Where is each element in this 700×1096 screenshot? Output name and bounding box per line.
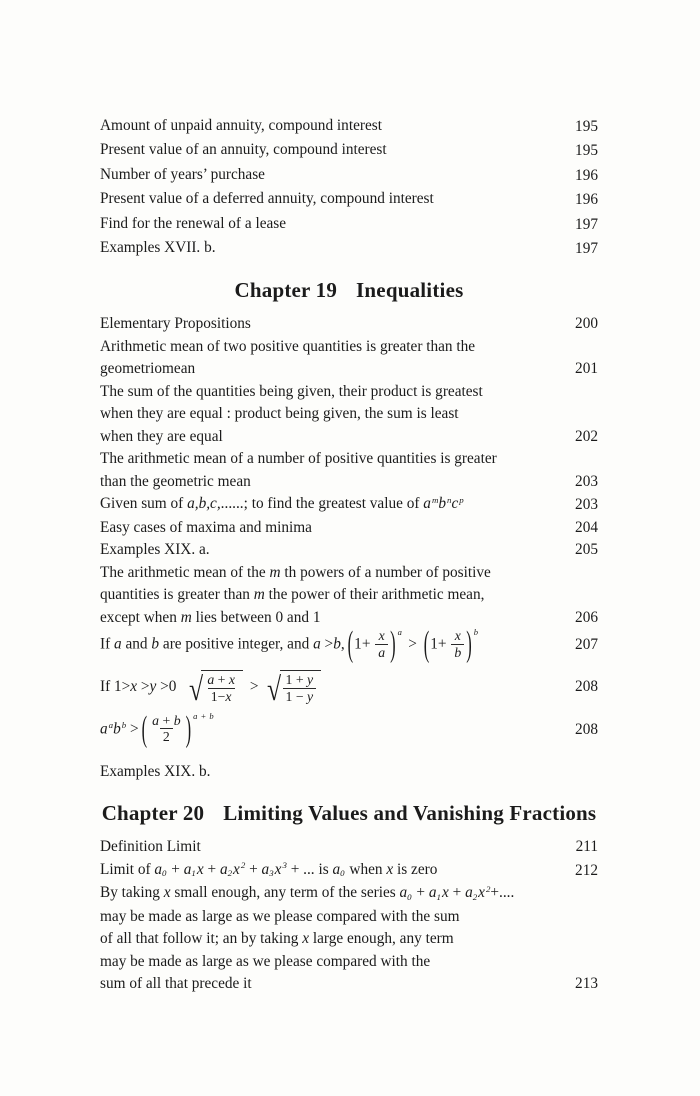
toc-line — [100, 562, 565, 585]
math-var: x — [274, 860, 282, 878]
page-number: 197 — [575, 239, 598, 257]
text-run: + — [412, 884, 429, 902]
toc-line — [100, 114, 565, 138]
text-run: > — [246, 678, 259, 696]
fraction — [204, 672, 238, 704]
left-paren: ( — [347, 623, 354, 665]
toc-section — [100, 313, 598, 783]
toc-line — [100, 187, 565, 211]
math-var: a — [397, 626, 403, 637]
radicand — [280, 670, 322, 705]
math-var: a — [114, 635, 122, 653]
toc-line — [100, 426, 565, 449]
math-var: m — [180, 608, 192, 626]
text-run: , — [340, 635, 345, 653]
page-number: 196 — [575, 166, 598, 184]
group-exponent — [398, 621, 403, 644]
toc-item-lines — [100, 761, 598, 784]
math-var: a — [378, 644, 386, 660]
text-run: + — [167, 860, 184, 878]
toc-item-lines — [100, 517, 565, 540]
page-number: 203 — [575, 472, 598, 490]
chapter-title: Inequalities — [356, 278, 464, 303]
toc-line — [100, 163, 565, 187]
math-var: a — [152, 713, 160, 729]
text-run: may be made as large as we please compared with the sum — [100, 907, 460, 925]
chapter-title: Limiting Values and Vanishing Fractions — [223, 801, 597, 826]
toc-item-lines — [100, 836, 566, 859]
sup-script: 2 — [485, 883, 491, 894]
toc-item — [100, 562, 598, 630]
text-run: large enough, any term — [309, 930, 454, 948]
text-run: Limit of — [100, 860, 155, 878]
toc-item — [100, 761, 598, 784]
toc-item — [100, 138, 598, 162]
math-var: y — [149, 678, 157, 696]
toc-line — [100, 517, 565, 540]
left-paren: ( — [141, 707, 148, 749]
toc-item — [100, 836, 598, 859]
toc-line — [100, 584, 565, 607]
toc-line — [100, 951, 565, 974]
toc-line — [100, 236, 565, 260]
page-number: 196 — [575, 191, 598, 209]
toc-section — [100, 836, 598, 996]
right-paren: ) — [390, 623, 396, 665]
math-var: b — [209, 711, 215, 722]
text-run: +.... — [490, 884, 515, 902]
text-run: + ... is — [286, 860, 333, 878]
toc-item — [100, 517, 598, 540]
text-run: By taking — [100, 884, 164, 902]
toc-item-lines — [100, 707, 565, 749]
sub-script: 0 — [162, 868, 167, 879]
paren-body — [430, 629, 465, 661]
toc-line — [100, 381, 565, 404]
toc-line — [100, 493, 565, 517]
math-var: x — [454, 628, 461, 644]
math-var: b — [454, 644, 462, 660]
toc-item-lines — [100, 493, 565, 517]
text-run: If 1> — [100, 678, 131, 696]
math-var: b — [151, 635, 160, 653]
math-var: a — [313, 635, 321, 653]
fraction-denominator — [208, 688, 235, 704]
page-number: 200 — [575, 315, 598, 333]
page-number: 211 — [575, 838, 598, 856]
toc-item-lines — [100, 138, 565, 162]
math-var: x — [196, 860, 204, 878]
toc-line — [100, 928, 565, 951]
toc-item-lines — [100, 187, 565, 211]
text-run: when — [345, 860, 387, 878]
text-run: Find for the renewal of a lease — [100, 214, 287, 232]
page-number: 208 — [575, 678, 598, 696]
sub-script: 3 — [269, 868, 274, 879]
text-run: 1+ — [430, 635, 451, 653]
toc-line — [100, 313, 565, 336]
square-root — [263, 670, 321, 708]
math-var: x — [441, 884, 449, 902]
text-run: Arithmetic mean of two positive quantities is greater than the — [100, 337, 476, 355]
toc-item-lines — [100, 212, 565, 236]
text-run: If — [100, 635, 115, 653]
text-run: th powers of a number of positive — [280, 563, 491, 581]
math-var: x — [386, 860, 394, 878]
math-var: x — [478, 884, 485, 902]
toc-line — [100, 212, 565, 236]
text-run: + — [203, 860, 220, 878]
toc-item-lines — [100, 336, 565, 381]
math-var: a — [154, 860, 163, 878]
text-run: and — [121, 635, 152, 653]
toc-line — [100, 761, 598, 784]
paren-group — [141, 707, 215, 749]
toc-item — [100, 539, 598, 562]
sub-script: 0 — [340, 868, 345, 879]
toc-section — [100, 114, 598, 260]
toc-line — [100, 448, 565, 471]
math-var: x — [130, 678, 138, 696]
text-run: ......; to find the greatest value of — [220, 495, 424, 513]
fraction-numerator — [452, 628, 464, 643]
page-number: 203 — [575, 496, 598, 514]
fraction-denominator — [283, 688, 317, 704]
text-run: the power of their arithmetic mean, — [264, 586, 485, 604]
text-run: than the geometric mean — [100, 472, 251, 490]
sup-script: n — [447, 494, 452, 505]
toc-item-lines — [100, 236, 565, 260]
text-run: Amount of unpaid annuity, compound interest — [100, 117, 382, 134]
fraction-denominator — [160, 728, 173, 744]
text-run: + — [159, 713, 174, 729]
toc-item — [100, 623, 598, 665]
fraction — [375, 628, 388, 660]
page-number: 213 — [575, 975, 598, 993]
math-var: a — [183, 860, 192, 878]
sub-script: 2 — [227, 868, 233, 879]
math-var: b — [173, 713, 181, 729]
toc-line — [100, 336, 565, 359]
math-var: y — [307, 672, 314, 688]
text-run: The sum of the quantities being given, their product is greatest — [100, 382, 483, 400]
fraction — [451, 628, 464, 660]
text-run: is zero — [393, 860, 438, 878]
text-run: > — [404, 635, 421, 653]
text-run: geometriomean — [100, 360, 196, 378]
page-number: 212 — [575, 861, 598, 879]
text-run: > — [126, 720, 139, 738]
page-number: 202 — [575, 427, 598, 445]
toc-line — [100, 623, 565, 665]
toc-item-lines — [100, 670, 565, 708]
toc-item — [100, 381, 598, 449]
toc-line — [100, 973, 565, 996]
toc-item — [100, 493, 598, 517]
toc-line — [100, 138, 565, 162]
math-var: a — [100, 720, 108, 738]
toc-item — [100, 859, 598, 883]
math-var: c — [451, 495, 459, 513]
toc-item-lines — [100, 313, 565, 336]
text-run: > — [320, 635, 334, 653]
toc-item-lines — [100, 859, 565, 883]
sub-script: 2 — [472, 891, 478, 902]
toc-item — [100, 336, 598, 381]
text-run: except when — [100, 608, 181, 626]
text-run: + — [197, 711, 210, 722]
text-run: sum of all that precede it — [100, 975, 252, 993]
text-run: are positive integer, and — [159, 635, 314, 653]
text-run: + — [214, 672, 229, 688]
text-run: The arithmetic mean of the — [100, 563, 270, 581]
toc-item — [100, 114, 598, 138]
sup-script: b — [121, 719, 127, 730]
fraction-denominator — [451, 644, 464, 660]
toc-item — [100, 236, 598, 260]
text-run: of all that follow it; an by taking — [100, 930, 303, 948]
toc-line — [100, 859, 565, 883]
toc-line — [100, 906, 565, 929]
sup-script: 2 — [240, 860, 246, 871]
radical-sign-icon: √ — [267, 671, 282, 708]
toc-item — [100, 313, 598, 336]
right-paren: ) — [466, 623, 472, 665]
math-var: x — [378, 628, 385, 644]
text-run: Easy cases of maxima and minima — [100, 518, 312, 536]
page-number: 195 — [575, 117, 598, 135]
math-var: y — [307, 688, 314, 704]
chapter-label: Chapter 20 — [101, 801, 205, 826]
sub-script: 1 — [191, 868, 196, 879]
fraction-numerator — [204, 672, 238, 687]
math-var: a — [261, 860, 270, 878]
text-run: 2 — [162, 729, 170, 745]
text-run: may be made as large as we please compared with the — [100, 952, 431, 970]
toc-line — [100, 403, 565, 426]
radicand — [201, 670, 243, 705]
fraction-numerator — [376, 628, 388, 643]
text-run: >0 — [156, 678, 181, 696]
toc-item — [100, 187, 598, 211]
page-number: 205 — [575, 541, 598, 559]
toc-line — [100, 670, 565, 708]
text-run: The arithmetic mean of a number of positive quantities is greater — [100, 450, 497, 468]
toc-line — [100, 358, 565, 381]
text-run: Examples XIX. a. — [100, 541, 210, 559]
sup-script: a — [108, 719, 114, 730]
text-run: + — [448, 884, 466, 902]
paren-group — [423, 623, 479, 665]
fraction — [283, 672, 317, 704]
page-number: 208 — [575, 720, 598, 738]
text-run: 1 − — [285, 688, 308, 704]
sub-script: 0 — [407, 891, 412, 902]
toc-line — [100, 607, 565, 630]
paren-body — [148, 714, 184, 746]
paren-group — [347, 623, 403, 665]
toc-item — [100, 212, 598, 236]
math-var: b — [473, 626, 479, 637]
fraction-numerator — [149, 713, 183, 728]
math-var: a — [428, 884, 437, 902]
page-number: 207 — [575, 636, 598, 654]
math-var: b — [333, 635, 341, 653]
text-run: when they are equal — [100, 427, 223, 445]
text-run: Elementary Propositions — [100, 315, 251, 333]
toc-item-lines — [100, 381, 565, 449]
toc-line — [100, 707, 565, 749]
math-var: a — [423, 495, 431, 513]
page-number: 204 — [575, 518, 598, 536]
chapter-heading — [100, 800, 598, 826]
toc-item — [100, 670, 598, 708]
chapter-heading — [100, 277, 598, 303]
math-var: m — [253, 586, 265, 604]
sup-script: p — [459, 494, 464, 505]
text-run: + — [245, 860, 262, 878]
toc-item-lines — [100, 562, 565, 630]
text-run: Definition Limit — [100, 838, 201, 856]
toc-item-lines — [100, 114, 565, 138]
math-var: b — [438, 495, 447, 513]
math-var: a — [399, 884, 408, 902]
sub-script: 1 — [436, 891, 441, 902]
math-var: a,b,c, — [187, 495, 221, 513]
toc-line — [100, 471, 565, 494]
math-var: a — [219, 860, 228, 878]
text-run: > — [137, 678, 150, 696]
chapter-label: Chapter 19 — [234, 278, 338, 303]
text-run: small enough, any term of the series — [170, 884, 400, 902]
toc-item-lines — [100, 448, 565, 493]
right-paren: ) — [185, 707, 192, 749]
left-paren: ( — [423, 623, 430, 665]
radical-sign-icon: √ — [189, 671, 204, 708]
math-var: x — [228, 672, 235, 688]
text-run: Given sum of — [100, 495, 188, 513]
math-var: x — [302, 930, 310, 948]
math-var: x — [233, 860, 240, 878]
square-root — [185, 670, 243, 708]
math-var: x — [163, 884, 171, 902]
math-var: m — [269, 563, 281, 581]
text-run: 1+ — [354, 635, 375, 653]
text-run: quantities is greater than — [100, 586, 254, 604]
toc-item-lines — [100, 163, 565, 187]
text-run: lies between 0 and 1 — [191, 608, 321, 626]
sup-script: m — [431, 494, 439, 505]
text-run: 1 + — [285, 672, 308, 688]
page-number: 206 — [575, 608, 598, 626]
group-exponent — [474, 621, 479, 644]
text-run: Examples XIX. b. — [100, 762, 211, 780]
text-run: 1− — [210, 688, 226, 704]
toc-item — [100, 882, 598, 996]
toc-item — [100, 707, 598, 749]
toc-item — [100, 163, 598, 187]
toc-line — [100, 836, 566, 859]
toc-line — [100, 539, 565, 562]
fraction-numerator — [283, 672, 317, 687]
math-var: x — [225, 688, 232, 704]
toc-item-lines — [100, 623, 565, 665]
sup-script: 3 — [282, 860, 287, 871]
math-var: a — [332, 860, 341, 878]
text-run: Number of years’ purchase — [100, 165, 265, 183]
text-run: Present value of a deferred annuity, compound interest — [100, 190, 434, 208]
toc-item — [100, 448, 598, 493]
math-var: a — [207, 672, 215, 688]
toc-root — [100, 114, 598, 996]
page-number: 197 — [575, 215, 598, 233]
toc-item-lines — [100, 539, 565, 562]
math-var: b — [113, 720, 121, 738]
paren-body — [354, 629, 389, 661]
text-run: when they are equal : product being given, the sum is least — [100, 405, 459, 423]
page-number: 201 — [575, 360, 598, 378]
text-run: Examples XVII. b. — [100, 239, 216, 257]
page-number: 195 — [575, 142, 598, 160]
toc-line — [100, 882, 565, 906]
math-var: a — [465, 884, 473, 902]
group-exponent — [193, 705, 214, 728]
toc-item-lines — [100, 882, 565, 996]
fraction-denominator — [375, 644, 388, 660]
text-run: Present value of an annuity, compound interest — [100, 141, 387, 159]
fraction — [149, 713, 183, 745]
math-var: a — [193, 711, 198, 722]
